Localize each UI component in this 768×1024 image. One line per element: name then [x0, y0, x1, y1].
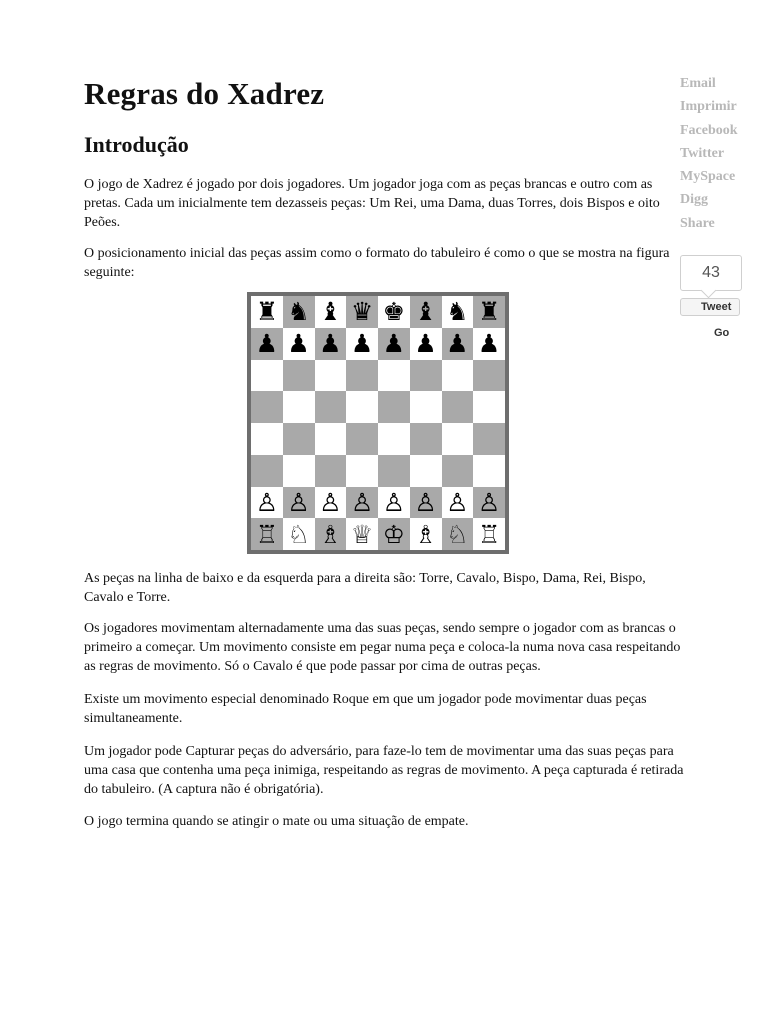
chess-piece-square: ♙ [442, 487, 474, 519]
board-square [442, 360, 474, 392]
chess-piece-square: ♛ [346, 296, 378, 328]
chess-piece-square: ♝ [315, 296, 347, 328]
board-square [410, 391, 442, 423]
board-square [315, 360, 347, 392]
board-square [315, 423, 347, 455]
chess-piece-square: ♟ [346, 328, 378, 360]
chess-piece-square: ♘ [442, 518, 474, 550]
board-square [283, 391, 315, 423]
chess-piece-square: ♘ [283, 518, 315, 550]
section-heading-introducao: Introdução [84, 132, 189, 157]
chess-piece-square: ♙ [410, 487, 442, 519]
chess-piece-square: ♔ [378, 518, 410, 550]
chess-piece-square: ♜ [251, 296, 283, 328]
article [84, 72, 688, 831]
board-square [378, 391, 410, 423]
chess-piece-square: ♖ [473, 518, 505, 550]
board-square [378, 455, 410, 487]
board-square [442, 455, 474, 487]
chess-piece-square: ♟ [473, 328, 505, 360]
board-square [410, 455, 442, 487]
chess-piece-square: ♜ [473, 296, 505, 328]
page-title: Regras do Xadrez [84, 76, 325, 111]
board-square [473, 391, 505, 423]
chess-piece-square: ♞ [442, 296, 474, 328]
chess-piece-square: ♟ [378, 328, 410, 360]
share-print-link[interactable]: Imprimir [680, 99, 737, 115]
chess-piece-square: ♙ [315, 487, 347, 519]
share-myspace-link[interactable]: MySpace [680, 169, 736, 185]
chess-piece-square: ♟ [283, 328, 315, 360]
board-square [346, 360, 378, 392]
board-square [346, 455, 378, 487]
tweet-button[interactable]: Tweet [680, 298, 740, 316]
board-square [283, 423, 315, 455]
chess-piece-square: ♕ [346, 518, 378, 550]
paragraph-game-end: O jogo termina quando se atingir o mate ou uma situação de empate. [84, 814, 469, 829]
chess-piece-square: ♚ [378, 296, 410, 328]
share-facebook-link[interactable]: Facebook [680, 122, 738, 138]
share-link[interactable]: Share [680, 215, 715, 231]
board-square [473, 423, 505, 455]
paragraph-board-intro: O posicionamento inicial das peças assim como o formato do tabuleiro é como o que se mostra na figura seguinte: [84, 246, 670, 280]
chess-piece-square: ♙ [473, 487, 505, 519]
board-square [315, 391, 347, 423]
figure [84, 292, 688, 554]
paragraph-castling: Existe um movimento especial denominado Roque em que um jogador pode movimentar duas peças simultaneamente. [84, 692, 647, 726]
share-email-link[interactable]: Email [680, 76, 716, 91]
board-square [251, 423, 283, 455]
paragraph-movement: Os jogadores movimentam alternadamente uma das suas peças, sendo sempre o jogador com as brancas o primeiro a começar. Um movimento consiste em pegar numa peça e coloca-la numa nova casa respeitando as regras de movimento. Só o Cavalo é que pode passar por cima de outras peças. [84, 621, 681, 674]
google-plus-button[interactable]: Go [714, 327, 730, 340]
board-square [378, 360, 410, 392]
chess-piece-square: ♟ [251, 328, 283, 360]
chess-piece-square: ♙ [251, 487, 283, 519]
chess-piece-square: ♟ [410, 328, 442, 360]
paragraph-players: O jogo de Xadrez é jogado por dois jogadores. Um jogador joga com as peças brancas e outro com as pretas. Cada um inicialmente tem dezasseis peças: Um Rei, uma Dama, duas Torres, dois Bispos e oito Peões. [84, 177, 660, 230]
chess-piece-square: ♗ [410, 518, 442, 550]
paragraph-bottom-row: As peças na linha de baixo e da esquerda para a direita são: Torre, Cavalo, Bispo, Dama, Rei, Bispo, Cavalo e Torre. [84, 571, 646, 605]
chess-board-image [247, 292, 509, 554]
board-square [283, 455, 315, 487]
board-square [346, 391, 378, 423]
chess-piece-square: ♗ [315, 518, 347, 550]
board-square [315, 455, 347, 487]
tweet-count-bubble: 43 [680, 255, 742, 291]
chess-piece-square: ♙ [346, 487, 378, 519]
board-square [442, 391, 474, 423]
chess-piece-square: ♝ [410, 296, 442, 328]
board-square [473, 360, 505, 392]
board-square [442, 423, 474, 455]
board-square [283, 360, 315, 392]
share-sidebar [680, 72, 768, 339]
chess-piece-square: ♞ [283, 296, 315, 328]
chess-piece-square: ♙ [378, 487, 410, 519]
board-square [346, 423, 378, 455]
share-twitter-link[interactable]: Twitter [680, 145, 725, 161]
paragraph-capture: Um jogador pode Capturar peças do adversário, para faze-lo tem de movimentar uma das suas peças para uma casa que contenha uma peça inimiga, respeitando as regras de movimento. A peça capturada é retirada do tabuleiro. (A captura não é obrigatória). [84, 744, 684, 797]
board-square [410, 360, 442, 392]
chess-piece-square: ♖ [251, 518, 283, 550]
board-square [251, 360, 283, 392]
board-square [473, 455, 505, 487]
chess-piece-square: ♟ [442, 328, 474, 360]
chess-piece-square: ♙ [283, 487, 315, 519]
chess-piece-square: ♟ [315, 328, 347, 360]
share-digg-link[interactable]: Digg [680, 192, 708, 208]
board-square [410, 423, 442, 455]
board-square [251, 455, 283, 487]
board-square [251, 391, 283, 423]
board-square [378, 423, 410, 455]
